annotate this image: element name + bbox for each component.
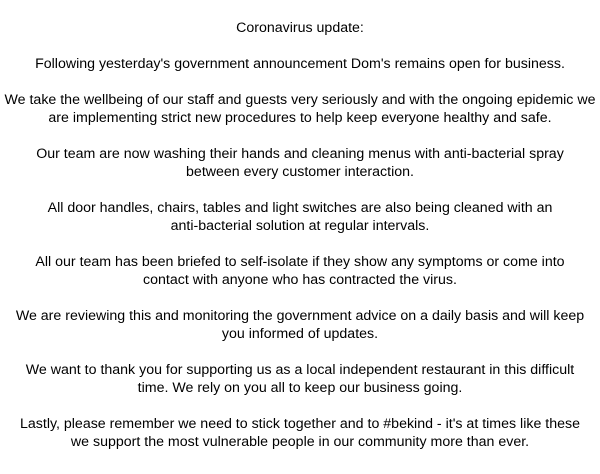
paragraph-line: We take the wellbeing of our staff and guests very seriously and with the ongoing epidemic we xyxy=(4,92,596,108)
paragraph-line: you informed of updates. xyxy=(221,326,379,342)
paragraph-line: All our team has been briefed to self-isolate if they show any symptoms or come into xyxy=(35,254,565,270)
paragraph-wellbeing xyxy=(0,91,600,127)
paragraph-line: All door handles, chairs, tables and light switches are also being cleaned with an xyxy=(47,200,553,216)
paragraph-line: anti-bacterial solution at regular intervals. xyxy=(170,218,430,234)
paragraph-line: We are reviewing this and monitoring the government advice on a daily basis and will keep xyxy=(15,308,585,324)
paragraph-open-for-business xyxy=(0,55,600,73)
paragraph-line: We want to thank you for supporting us as a local independent restaurant in this difficult xyxy=(25,362,575,378)
paragraph-line: Following yesterday's government announcement Dom's remains open for business. xyxy=(35,56,565,72)
paragraph-line: Lastly, please remember we need to stick together and to #bekind - it's at times like these xyxy=(20,416,580,432)
notice-title: Coronavirus update: xyxy=(236,20,364,36)
paragraph-thank-you xyxy=(0,361,600,397)
paragraph-line: we support the most vulnerable people in our community more than ever. xyxy=(70,434,530,450)
paragraph-cleaning xyxy=(0,199,600,235)
paragraph-line: time. We rely on you all to keep our business going. xyxy=(137,380,463,396)
paragraph-bekind xyxy=(0,415,600,451)
notice-document xyxy=(0,19,600,469)
paragraph-line: are implementing strict new procedures to help keep everyone healthy and safe. xyxy=(48,110,552,126)
paragraph-line: Our team are now washing their hands and cleaning menus with anti-bacterial spray xyxy=(36,146,564,162)
paragraph-self-isolate xyxy=(0,253,600,289)
paragraph-monitoring xyxy=(0,307,600,343)
paragraph-line: contact with anyone who has contracted the virus. xyxy=(143,272,457,288)
paragraph-line: between every customer interaction. xyxy=(186,164,414,180)
paragraph-hand-washing xyxy=(0,145,600,181)
